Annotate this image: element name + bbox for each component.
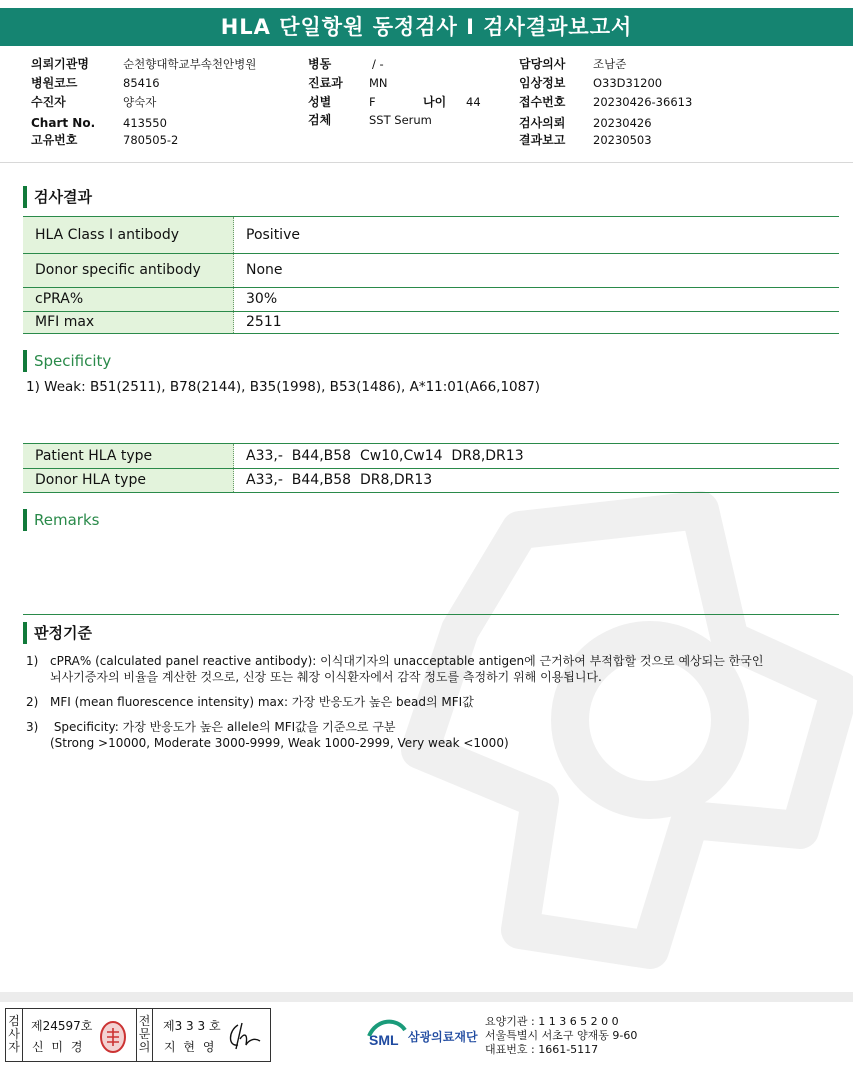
value-chart-no: 413550 <box>123 116 167 130</box>
label-chart-no: Chart No. <box>31 116 96 130</box>
hla-key-donor: Donor HLA type <box>23 468 234 492</box>
specialist-license-no: 제3 3 3 호 <box>163 1019 221 1033</box>
logo-text: SML <box>369 1032 399 1048</box>
criteria-list <box>26 653 826 763</box>
label-patient-name: 수진자 <box>31 95 66 109</box>
label-hospital-code: 병원코드 <box>31 76 78 90</box>
value-test-request: 20230426 <box>593 116 652 130</box>
org-info-line-1: 요양기관 : 1 1 3 6 5 2 0 0 <box>485 1015 619 1028</box>
tester-license-no: 제24597호 <box>31 1019 93 1033</box>
value-sex: F <box>369 95 376 109</box>
hla-key-patient: Patient HLA type <box>23 444 234 468</box>
report-title: HLA 단일항원 동정검사 I 검사결과보고서 <box>0 8 853 46</box>
result-key-dsa: Donor specific antibody <box>23 253 234 287</box>
result-value-dsa: None <box>234 253 840 287</box>
table-row <box>23 468 839 492</box>
criteria-num-3: 3) <box>26 720 39 734</box>
value-specimen: SST Serum <box>369 113 432 127</box>
info-divider <box>0 162 853 163</box>
value-receipt-no: 20230426-36613 <box>593 95 693 109</box>
label-receipt-no: 접수번호 <box>519 95 566 109</box>
tester-name: 신 미 경 <box>32 1040 85 1054</box>
result-value-mfi-max: 2511 <box>234 311 840 333</box>
value-department: MN <box>369 76 388 90</box>
specialist-name: 지 현 영 <box>164 1040 217 1054</box>
label-sex: 성별 <box>308 95 332 109</box>
hla-type-table <box>23 444 839 493</box>
criteria-1-line-1: cPRA% (calculated panel reactive antibody): 이식대기자의 unacceptable antigen에 근거하여 부적합할 것으로 예상되는 한국인 <box>50 654 764 668</box>
specificity-text: 1) Weak: B51(2511), B78(2144), B35(1998), B53(1486), A*11:01(A66,1087) <box>26 379 541 395</box>
organization-info <box>485 1015 637 1057</box>
result-key-mfi-max: MFI max <box>23 311 234 333</box>
criteria-3-line-1: Specificity: 가장 반응도가 높은 allele의 MFI값을 기준으로 구분 <box>50 720 396 734</box>
specialist-label: 전문의 <box>136 1009 153 1061</box>
results-table <box>23 217 839 334</box>
value-hospital-code: 85416 <box>123 76 160 90</box>
table-row <box>23 217 839 253</box>
remarks-heading: Remarks <box>23 509 99 531</box>
signature-box <box>5 1008 271 1062</box>
result-value-cpra: 30% <box>234 287 840 311</box>
label-unique-no: 고유번호 <box>31 133 78 147</box>
label-requesting-hospital: 의뢰기관명 <box>31 57 89 71</box>
label-clinical-info: 임상정보 <box>519 76 566 90</box>
criteria-2-line-1: MFI (mean fluorescence intensity) max: 가장 반응도가 높은 bead의 MFI값 <box>50 695 474 709</box>
label-test-request: 검사의뢰 <box>519 116 566 130</box>
hla-value-patient: A33,- B44,B58 Cw10,Cw14 DR8,DR13 <box>234 444 840 468</box>
label-department: 진료과 <box>308 76 343 90</box>
organization-name: 삼광의료재단 <box>408 1030 478 1044</box>
value-doctor: 조남준 <box>593 57 627 71</box>
tester-label: 검사자 <box>6 1009 23 1061</box>
result-key-hla-class-i: HLA Class I antibody <box>23 217 234 253</box>
hla-value-donor: A33,- B44,B58 DR8,DR13 <box>234 468 840 492</box>
table-row <box>23 287 839 311</box>
label-age: 나이 <box>423 95 447 109</box>
org-info-line-3: 대표번호 : 1661-5117 <box>485 1043 599 1056</box>
seal-stamp-icon <box>99 1020 127 1054</box>
value-requesting-hospital: 순천향대학교부속천안병원 <box>123 57 257 71</box>
label-specimen: 검체 <box>308 113 332 127</box>
org-info-line-2: 서울특별시 서초구 양재동 9-60 <box>485 1029 638 1042</box>
table-row <box>23 311 839 333</box>
specificity-heading: Specificity <box>23 350 111 372</box>
table-row <box>23 444 839 468</box>
sml-logo-icon <box>367 1012 407 1052</box>
label-ward: 병동 <box>308 57 332 71</box>
result-key-cpra: cPRA% <box>23 287 234 311</box>
criteria-1-line-2: 뇌사기증자의 비율을 계산한 것으로, 신장 또는 췌장 이식환자에서 감작 정도를 측정하기 위해 이용됩니다. <box>50 670 602 684</box>
value-ward: / - <box>372 57 384 71</box>
result-value-hla-class-i: Positive <box>234 217 840 253</box>
label-doctor: 담당의사 <box>519 57 566 71</box>
patient-info <box>0 0 853 160</box>
organization-logo <box>367 1012 478 1056</box>
value-patient-name: 양숙자 <box>123 95 157 109</box>
value-unique-no: 780505-2 <box>123 133 179 147</box>
criteria-heading: 판정기준 <box>23 622 92 644</box>
label-result-report: 결과보고 <box>519 133 566 147</box>
criteria-num-2: 2) <box>26 695 39 709</box>
criteria-3-line-2: (Strong >10000, Moderate 3000-9999, Weak 1000-2999, Very weak <1000) <box>50 736 509 750</box>
remarks-bottom-rule <box>23 614 839 615</box>
value-age: 44 <box>466 95 481 109</box>
footer-band <box>0 992 853 1002</box>
results-heading: 검사결과 <box>23 186 92 208</box>
signature-icon <box>224 1019 264 1053</box>
value-clinical-info: O33D31200 <box>593 76 663 90</box>
table-row <box>23 253 839 287</box>
value-result-report: 20230503 <box>593 133 652 147</box>
criteria-num-1: 1) <box>26 654 39 668</box>
